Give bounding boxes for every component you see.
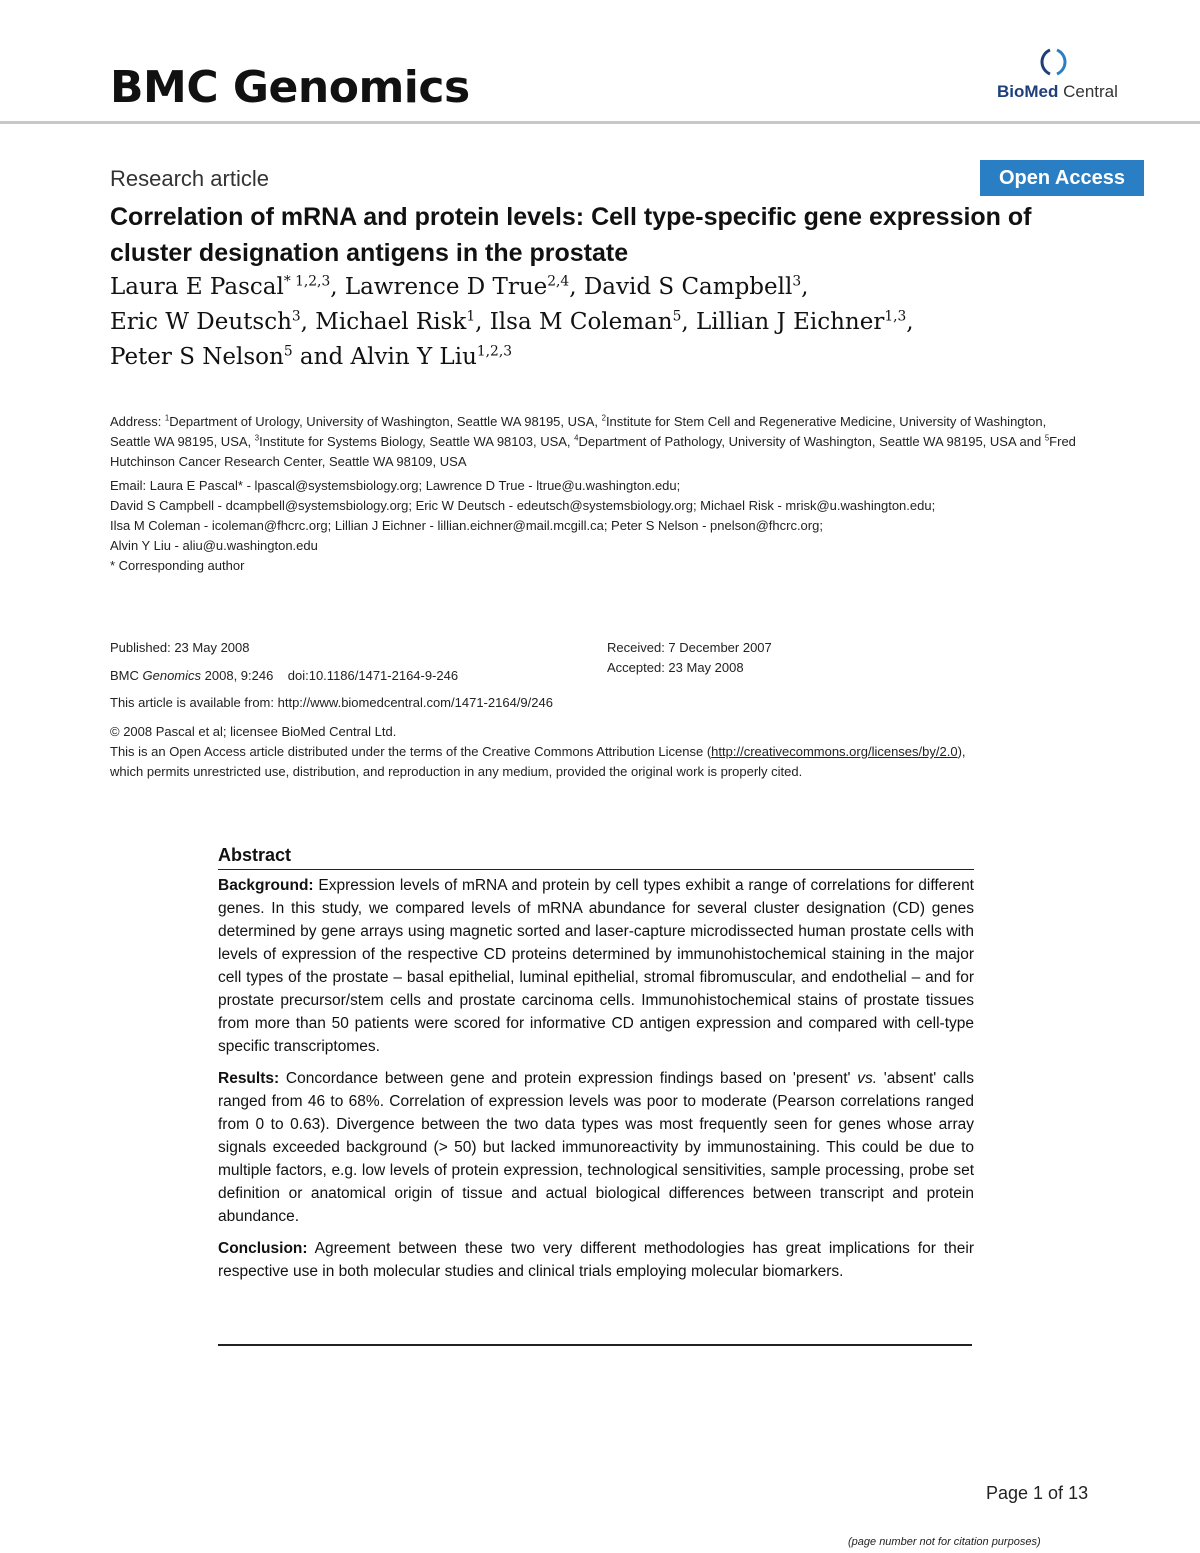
author-name: Lillian J Eichner: [696, 309, 885, 335]
author-affiliation-marker: 3: [792, 273, 802, 290]
abstract-end-rule: [218, 1344, 972, 1346]
author-separator: ,: [300, 309, 316, 335]
abstract-background: Background: Expression levels of mRNA and protein by cell types exhibit a range of correlations for different genes. In this study, we compared levels of mRNA abundance for several cluster designation (CD) genes determined by gene arrays using magnetic sorted and laser-capture microdissected human prostate cells with levels of expression of the respective CD proteins determined by immunohistochemical staining in the major cell types of the prostate – basal epithelial, luminal epithelial, stromal fibromuscular, and endothelial – and for prostate precursor/stem cells and prostate carcinoma cells. Immunohistochemical stains of prostate tissues from more than 50 patients were scored for informative CD antigen expression and compared with cell-type specific transcriptomes.: [218, 877, 974, 1055]
affiliation-text: Fred Hutchinson Cancer Research Center, Seattle WA 98109, USA: [110, 434, 1076, 469]
availability-link[interactable]: This article is available from: http://www.biomedcentral.com/1471-2164/9/246: [110, 695, 553, 710]
journal-title: BMC Genomics: [110, 62, 470, 113]
affiliation-text: Institute for Stem Cell and Regenerative Medicine, University of Washington, Seattle WA 98195, USA,: [110, 414, 1047, 449]
affiliations: [110, 412, 1090, 472]
affiliation-number: 1: [164, 413, 170, 423]
author-affiliation-marker: 1,3: [884, 308, 907, 325]
publication-info: [110, 638, 590, 686]
page-number: Page 1 of 13: [986, 1483, 1089, 1503]
affiliation-number: 2: [601, 413, 606, 423]
license-line: This is an Open Access article distributed under the terms of the Creative Commons Attribution License (http://creativecommons.org/licenses/by/2.0),: [110, 744, 966, 759]
copyright-line: © 2008 Pascal et al; licensee BioMed Central Ltd.: [110, 724, 397, 739]
author-affiliation-marker: 5: [283, 343, 293, 360]
accepted-date: Accepted: 23 May 2008: [607, 660, 744, 675]
page-number-note: (page number not for citation purposes): [848, 1536, 1041, 1548]
email-line[interactable]: David S Campbell - dcampbell@systemsbiology.org; Eric W Deutsch - edeutsch@systemsbiology.org; Michael Risk - mrisk@u.washington.edu;: [110, 498, 936, 513]
author-name: Eric W Deutsch: [110, 309, 292, 335]
author-name: Lawrence D True: [344, 274, 548, 300]
author-affiliation-marker: * 1,2,3: [283, 273, 331, 290]
affiliation-number: 4: [574, 433, 579, 443]
license-link[interactable]: http://creativecommons.org/licenses/by/2.0: [711, 744, 958, 759]
affiliation-text: Institute for Systems Biology, Seattle WA 98103, USA,: [259, 434, 575, 449]
author-separator: ,: [330, 274, 345, 300]
author-separator: and: [292, 344, 351, 370]
author-separator: ,: [681, 309, 697, 335]
citation: BMC Genomics 2008, 9:246 doi:10.1186/1471-2164-9-246: [110, 668, 459, 683]
author-name: Ilsa M Coleman: [489, 309, 673, 335]
author-name: Alvin Y Liu: [350, 344, 477, 370]
license-block: [110, 722, 1100, 782]
author-affiliation-marker: 1: [466, 308, 476, 325]
author-separator: ,: [801, 274, 816, 300]
author-name: Laura E Pascal: [110, 274, 284, 300]
article-title: Correlation of mRNA and protein levels: Cell type-specific gene expression of cluster designation antigens in the prostate: [110, 203, 1032, 267]
email-line[interactable]: Ilsa M Coleman - icoleman@fhcrc.org; Lillian J Eichner - lillian.eichner@mail.mcgill.ca; Peter S Nelson - pnelson@fhcrc.org;: [110, 518, 823, 533]
author-name: Peter S Nelson: [110, 344, 284, 370]
author-list: [110, 270, 1100, 375]
history-info: [607, 638, 907, 678]
email-line[interactable]: Alvin Y Liu - aliu@u.washington.edu: [110, 538, 318, 553]
biomed-central-logo: [992, 46, 1132, 106]
author-affiliation-marker: 2,4: [547, 273, 570, 290]
abstract-section: [218, 845, 974, 1292]
abstract-heading: Abstract: [218, 845, 974, 870]
biomed-central-wordmark: BioMed Central: [997, 82, 1118, 101]
affiliation-number: 5: [1044, 433, 1050, 443]
header-divider: [0, 121, 1200, 124]
author-name: David S Campbell: [583, 274, 793, 300]
abstract-conclusion: Conclusion: Agreement between these two very different methodologies has great implications for their respective use in both molecular studies and clinical trials employing molecular biomarkers.: [218, 1240, 974, 1280]
author-affiliation-marker: 5: [672, 308, 682, 325]
received-date: Received: 7 December 2007: [607, 640, 772, 655]
affiliation-text: Department of Pathology, University of Washington, Seattle WA 98195, USA and: [578, 434, 1045, 449]
affiliation-text: Department of Urology, University of Washington, Seattle WA 98195, USA,: [169, 414, 602, 429]
email-list: [110, 476, 1090, 556]
article-type: Research article: [110, 166, 269, 191]
published-date: Published: 23 May 2008: [110, 640, 250, 655]
abstract-results: Results: Concordance between gene and protein expression findings based on 'present' vs. 'absent' calls ranged from 46 to 68%. Correlation of expression levels was poor to moderate (Pearson correlations ranged from 0 to 0.63). Divergence between the two data types was most frequently seen for genes whose array signals exceeded background (> 50) but lacked immunoreactivity by immunostaining. This could be due to multiple factors, e.g. low levels of protein expression, technological sensitivities, sample processing, probe set definition or anatomical origin of tissue and actual biological differences between transcript and protein abundance.: [218, 1070, 974, 1225]
license-line-2: which permits unrestricted use, distribution, and reproduction in any medium, provided the original work is properly cited.: [110, 764, 803, 779]
author-separator: ,: [475, 309, 490, 335]
email-line[interactable]: Email: Laura E Pascal* - lpascal@systemsbiology.org; Lawrence D True - ltrue@u.washington.edu;: [110, 478, 681, 493]
author-affiliation-marker: 3: [291, 308, 301, 325]
open-access-badge: Open Access: [980, 160, 1144, 196]
biomed-arc-icon: [1038, 46, 1070, 78]
author-name: Michael Risk: [315, 309, 467, 335]
affiliation-number: 3: [254, 433, 260, 443]
corresponding-author-note: * Corresponding author: [110, 558, 245, 573]
address-label: Address:: [110, 414, 165, 429]
author-separator: ,: [906, 309, 921, 335]
author-separator: ,: [569, 274, 584, 300]
author-affiliation-marker: 1,2,3: [476, 343, 512, 360]
